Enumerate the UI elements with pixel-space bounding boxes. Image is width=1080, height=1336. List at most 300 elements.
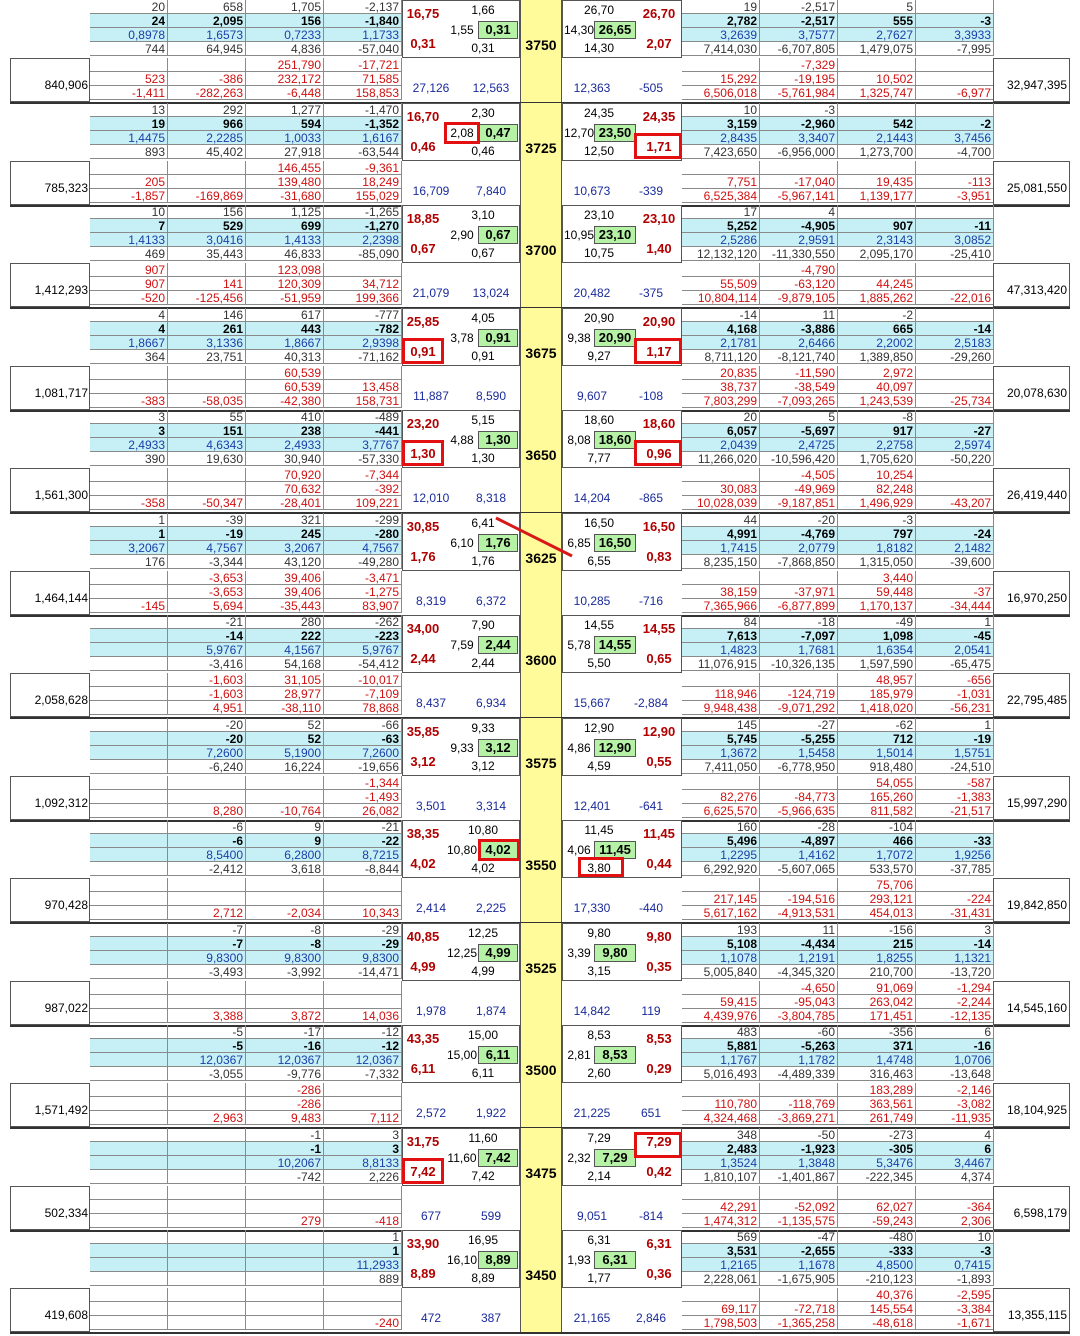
call-cell: -3,416 bbox=[168, 657, 246, 671]
call-cell: 3,2067 bbox=[90, 541, 168, 555]
call-cell: -21 bbox=[324, 820, 402, 834]
put-cell: -1,365,258 bbox=[760, 1316, 838, 1330]
open-interest: 472 bbox=[420, 1311, 442, 1325]
put-cell: 542 bbox=[838, 117, 916, 131]
side-volume-left: 502,334 bbox=[44, 1206, 88, 1220]
put-cell: -38,549 bbox=[760, 380, 838, 394]
call-cell: -280 bbox=[324, 527, 402, 541]
put-cell: 183,289 bbox=[838, 1083, 916, 1097]
put-cell: 371 bbox=[838, 1039, 916, 1053]
put-price: 9,80 bbox=[646, 929, 672, 944]
call-cell: 1 bbox=[324, 1230, 402, 1244]
open-interest: 7,840 bbox=[475, 184, 507, 198]
side-volume-right: 16,970,250 bbox=[1006, 591, 1067, 605]
put-cell: -7,093,265 bbox=[760, 394, 838, 408]
call-cell: 966 bbox=[168, 117, 246, 131]
put-cell: 82,248 bbox=[838, 482, 916, 496]
side-volume-left: 1,081,717 bbox=[34, 386, 88, 400]
call-cell: -66 bbox=[324, 718, 402, 732]
call-cell: -418 bbox=[324, 1214, 402, 1228]
call-cell: 146 bbox=[168, 308, 246, 322]
call-cell: -5 bbox=[168, 1039, 246, 1053]
call-cell: 10,343 bbox=[324, 906, 402, 920]
call-cell: 4,951 bbox=[168, 701, 246, 715]
call-cell: -223 bbox=[324, 629, 402, 643]
put-cell: -4,790 bbox=[760, 263, 838, 277]
put-cell: 1,2165 bbox=[682, 1258, 760, 1272]
call-change: 0,91 bbox=[410, 344, 436, 359]
call-cell: -50,347 bbox=[168, 496, 246, 510]
put-low: 6,85 bbox=[567, 536, 591, 550]
put-cell: 2,095,170 bbox=[838, 247, 916, 261]
open-interest: 12,401 bbox=[573, 799, 611, 813]
strike-price: 3625 bbox=[520, 513, 562, 616]
call-close: 0,31 bbox=[471, 41, 495, 55]
put-cell: 2,4725 bbox=[760, 438, 838, 452]
put-last: 12,90 bbox=[594, 739, 636, 757]
call-cell: 4,6343 bbox=[168, 438, 246, 452]
call-last: 1,76 bbox=[478, 534, 518, 552]
put-cell: 5,617,162 bbox=[682, 906, 760, 920]
put-cell: 193 bbox=[682, 923, 760, 937]
call-cell: 0,8978 bbox=[90, 28, 168, 42]
put-cell: 3,7456 bbox=[916, 131, 994, 145]
call-cell: -19,656 bbox=[324, 760, 402, 774]
put-cell: 1,098 bbox=[838, 629, 916, 643]
put-cell: 3,440 bbox=[838, 571, 916, 585]
put-high: 26,70 bbox=[583, 3, 615, 17]
put-cell: -27 bbox=[916, 424, 994, 438]
put-cell: 665 bbox=[838, 322, 916, 336]
put-cell: -60 bbox=[760, 1025, 838, 1039]
call-cell: 2,2285 bbox=[168, 131, 246, 145]
put-cell: -21,517 bbox=[916, 804, 994, 818]
put-cell: 40,097 bbox=[838, 380, 916, 394]
call-cell: -1 bbox=[246, 1142, 324, 1156]
call-cell: -7,109 bbox=[324, 687, 402, 701]
put-high: 12,90 bbox=[583, 721, 615, 735]
open-interest: 1,874 bbox=[475, 1004, 507, 1018]
call-high: 9,33 bbox=[471, 721, 495, 735]
open-interest: 677 bbox=[420, 1209, 442, 1223]
put-cell: -3,804,785 bbox=[760, 1009, 838, 1023]
put-price: 11,45 bbox=[643, 826, 675, 841]
put-price: 20,90 bbox=[642, 314, 676, 329]
put-cell: 2,2002 bbox=[838, 336, 916, 350]
call-price: 23,20 bbox=[406, 416, 440, 431]
call-price: 25,85 bbox=[406, 314, 440, 329]
put-last: 14,55 bbox=[594, 636, 636, 654]
call-cell: 23,751 bbox=[168, 350, 246, 364]
put-cell: -364 bbox=[916, 1200, 994, 1214]
put-cell: 1,8182 bbox=[838, 541, 916, 555]
put-cell: -2,517 bbox=[760, 14, 838, 28]
put-cell: 3,7577 bbox=[760, 28, 838, 42]
call-cell: -5 bbox=[168, 1025, 246, 1039]
call-cell: 699 bbox=[246, 219, 324, 233]
put-cell: 811,582 bbox=[838, 804, 916, 818]
put-price: 18,60 bbox=[642, 416, 676, 431]
open-interest: 3,314 bbox=[475, 799, 507, 813]
put-cell: 12,132,120 bbox=[682, 247, 760, 261]
call-high: 15,00 bbox=[467, 1028, 499, 1042]
put-cell: 48,957 bbox=[838, 673, 916, 687]
call-price: 30,85 bbox=[406, 519, 440, 534]
call-cell: 893 bbox=[90, 145, 168, 159]
put-cell: 59,448 bbox=[838, 585, 916, 599]
call-close: 4,99 bbox=[471, 964, 495, 978]
open-interest: 2,846 bbox=[635, 1311, 667, 1325]
call-cell: 45,402 bbox=[168, 145, 246, 159]
put-cell: -20 bbox=[760, 513, 838, 527]
side-volume-left: 419,608 bbox=[44, 1308, 88, 1322]
call-cell: -29 bbox=[324, 937, 402, 951]
put-cell: -13,648 bbox=[916, 1067, 994, 1081]
put-high: 18,60 bbox=[583, 413, 615, 427]
put-cell: 55,509 bbox=[682, 277, 760, 291]
put-cell: -4,489,339 bbox=[760, 1067, 838, 1081]
put-cell: 1,885,262 bbox=[838, 291, 916, 305]
put-price: 12,90 bbox=[642, 724, 676, 739]
put-cell: 5,745 bbox=[682, 732, 760, 746]
call-cell: -58,035 bbox=[168, 394, 246, 408]
call-cell: 11,2933 bbox=[324, 1258, 402, 1272]
call-cell: -1,603 bbox=[168, 687, 246, 701]
call-cell: -1,840 bbox=[324, 14, 402, 28]
put-cell: 1,243,539 bbox=[838, 394, 916, 408]
put-cell: 4,168 bbox=[682, 322, 760, 336]
call-cell: -7,332 bbox=[324, 1067, 402, 1081]
call-cell: 7,112 bbox=[324, 1111, 402, 1125]
side-volume-left: 1,092,312 bbox=[34, 796, 88, 810]
call-cell: -17,721 bbox=[324, 58, 402, 72]
put-cell: 1,2191 bbox=[760, 951, 838, 965]
call-cell: -489 bbox=[324, 410, 402, 424]
call-high: 16,95 bbox=[467, 1233, 499, 1247]
call-cell: 151 bbox=[168, 424, 246, 438]
put-cell: 6 bbox=[916, 1025, 994, 1039]
put-cell: -11,590 bbox=[760, 366, 838, 380]
put-cell: -17,040 bbox=[760, 175, 838, 189]
call-cell: -1,603 bbox=[168, 673, 246, 687]
put-last: 18,60 bbox=[594, 431, 636, 449]
put-price: 23,10 bbox=[642, 211, 676, 226]
open-interest: 13,024 bbox=[472, 286, 510, 300]
call-cell: 907 bbox=[90, 277, 168, 291]
call-cell: 14,036 bbox=[324, 1009, 402, 1023]
call-cell: 2,226 bbox=[324, 1170, 402, 1184]
put-cell: 1,5751 bbox=[916, 746, 994, 760]
call-cell: -63,544 bbox=[324, 145, 402, 159]
put-close: 6,55 bbox=[587, 554, 611, 568]
put-cell: 6,506,018 bbox=[682, 86, 760, 100]
put-cell: 1,496,929 bbox=[838, 496, 916, 510]
put-cell: -1,401,867 bbox=[760, 1170, 838, 1184]
open-interest: 11,887 bbox=[413, 389, 449, 403]
call-cell: 390 bbox=[90, 452, 168, 466]
put-cell: 3,3407 bbox=[760, 131, 838, 145]
side-volume-left: 1,561,300 bbox=[34, 488, 88, 502]
call-cell: 279 bbox=[246, 1214, 324, 1228]
put-cell: 165,260 bbox=[838, 790, 916, 804]
call-cell: -6 bbox=[168, 820, 246, 834]
put-cell: 1,3524 bbox=[682, 1156, 760, 1170]
open-interest: 10,285 bbox=[573, 594, 611, 608]
call-cell: 1,6167 bbox=[324, 131, 402, 145]
call-high: 7,90 bbox=[471, 618, 495, 632]
call-last: 0,31 bbox=[478, 21, 518, 39]
side-volume-left: 970,428 bbox=[44, 898, 88, 912]
call-cell: -9,361 bbox=[324, 161, 402, 175]
put-low: 1,93 bbox=[567, 1253, 591, 1267]
side-volume-right: 19,842,850 bbox=[1006, 898, 1067, 912]
open-interest: -375 bbox=[638, 286, 664, 300]
put-high: 9,80 bbox=[587, 926, 611, 940]
side-volume-right: 20,078,630 bbox=[1006, 386, 1067, 400]
put-cell: -19,195 bbox=[760, 72, 838, 86]
call-cell: 9,8300 bbox=[246, 951, 324, 965]
put-cell: 2,972 bbox=[838, 366, 916, 380]
call-cell: -35,443 bbox=[246, 599, 324, 613]
call-close: 2,44 bbox=[471, 656, 495, 670]
strike-price: 3675 bbox=[520, 308, 562, 411]
call-cell: 4 bbox=[90, 322, 168, 336]
call-cell: 5,694 bbox=[168, 599, 246, 613]
open-interest: 8,319 bbox=[415, 594, 447, 608]
put-last: 8,53 bbox=[594, 1046, 636, 1064]
put-cell: -4,700 bbox=[916, 145, 994, 159]
put-cell: -2,146 bbox=[916, 1083, 994, 1097]
put-cell: -14 bbox=[916, 937, 994, 951]
call-cell: 4,7567 bbox=[324, 541, 402, 555]
put-cell: -5,697 bbox=[760, 424, 838, 438]
call-change: 7,42 bbox=[410, 1164, 436, 1179]
call-cell: 1 bbox=[90, 527, 168, 541]
put-cell: -29,260 bbox=[916, 350, 994, 364]
put-cell: 4,439,976 bbox=[682, 1009, 760, 1023]
put-cell: 1,9256 bbox=[916, 848, 994, 862]
call-close: 7,42 bbox=[471, 1169, 495, 1183]
call-cell: 7,2600 bbox=[324, 746, 402, 760]
put-cell: 1,7681 bbox=[760, 643, 838, 657]
put-change: 0,42 bbox=[646, 1164, 672, 1179]
put-cell: 82,276 bbox=[682, 790, 760, 804]
put-cell: 1,418,020 bbox=[838, 701, 916, 715]
put-cell: 1,1678 bbox=[760, 1258, 838, 1272]
put-cell: -4,650 bbox=[760, 981, 838, 995]
put-cell: -65,475 bbox=[916, 657, 994, 671]
put-cell: 30,083 bbox=[682, 482, 760, 496]
call-cell: 1,8667 bbox=[246, 336, 324, 350]
put-cell: 210,700 bbox=[838, 965, 916, 979]
put-cell: -27 bbox=[760, 718, 838, 732]
put-cell: 38,737 bbox=[682, 380, 760, 394]
put-cell: 1,3848 bbox=[760, 1156, 838, 1170]
side-volume-right: 15,997,290 bbox=[1006, 796, 1067, 810]
put-cell: 5,108 bbox=[682, 937, 760, 951]
call-cell: -520 bbox=[90, 291, 168, 305]
open-interest: -440 bbox=[638, 901, 664, 915]
put-cell: 11 bbox=[760, 923, 838, 937]
put-cell: 40,376 bbox=[838, 1288, 916, 1302]
put-cell: -4,905 bbox=[760, 219, 838, 233]
put-cell: 1,3672 bbox=[682, 746, 760, 760]
call-cell: -31,680 bbox=[246, 189, 324, 203]
put-cell: 4 bbox=[760, 205, 838, 219]
call-cell: 109,221 bbox=[324, 496, 402, 510]
strike-price: 3525 bbox=[520, 923, 562, 1026]
put-cell: -1,135,575 bbox=[760, 1214, 838, 1228]
put-cell: 1,705,620 bbox=[838, 452, 916, 466]
side-volume-left: 1,412,293 bbox=[34, 283, 88, 297]
call-cell: -42,380 bbox=[246, 394, 324, 408]
call-last: 3,12 bbox=[478, 739, 518, 757]
call-cell: 9,8300 bbox=[168, 951, 246, 965]
put-cell: 42,291 bbox=[682, 1200, 760, 1214]
call-last: 0,47 bbox=[478, 124, 518, 142]
call-last: 0,91 bbox=[478, 329, 518, 347]
put-cell: -4,505 bbox=[760, 468, 838, 482]
put-cell: -3,886 bbox=[760, 322, 838, 336]
call-cell: -57,040 bbox=[324, 42, 402, 56]
put-cell: 20 bbox=[682, 410, 760, 424]
put-cell: -25,734 bbox=[916, 394, 994, 408]
call-high: 3,10 bbox=[471, 208, 495, 222]
open-interest: -2,884 bbox=[633, 696, 669, 710]
put-cell: -1,923 bbox=[760, 1142, 838, 1156]
call-price: 33,90 bbox=[406, 1236, 440, 1251]
call-cell: 3 bbox=[324, 1128, 402, 1142]
call-change: 2,44 bbox=[410, 651, 436, 666]
put-cell: -4,769 bbox=[760, 527, 838, 541]
open-interest: 10,673 bbox=[573, 184, 611, 198]
put-cell: 293,121 bbox=[838, 892, 916, 906]
open-interest: 17,330 bbox=[573, 901, 611, 915]
put-cell: -5,761,984 bbox=[760, 86, 838, 100]
put-cell: 145,554 bbox=[838, 1302, 916, 1316]
put-cell: 2,3143 bbox=[838, 233, 916, 247]
call-low: 3,78 bbox=[450, 331, 474, 345]
call-cell: -383 bbox=[90, 394, 168, 408]
put-cell: -1,671 bbox=[916, 1316, 994, 1330]
put-cell: -1,294 bbox=[916, 981, 994, 995]
put-cell: 10 bbox=[682, 103, 760, 117]
call-cell: 5,9767 bbox=[324, 643, 402, 657]
call-cell: 10 bbox=[90, 205, 168, 219]
call-cell: -7 bbox=[168, 937, 246, 951]
call-cell: 70,632 bbox=[246, 482, 324, 496]
put-last: 9,80 bbox=[594, 944, 636, 962]
put-cell: -5,263 bbox=[760, 1039, 838, 1053]
call-low: 6,10 bbox=[450, 536, 474, 550]
call-cell: -262 bbox=[324, 615, 402, 629]
put-high: 11,45 bbox=[584, 823, 614, 837]
put-cell: 110,780 bbox=[682, 1097, 760, 1111]
put-cell: 10 bbox=[916, 1230, 994, 1244]
call-cell: 443 bbox=[246, 322, 324, 336]
call-cell: -14 bbox=[168, 629, 246, 643]
put-cell: -84,773 bbox=[760, 790, 838, 804]
put-price: 14,55 bbox=[642, 621, 676, 636]
put-cell: -7,995 bbox=[916, 42, 994, 56]
put-cell: -273 bbox=[838, 1128, 916, 1142]
put-close: 3,80 bbox=[587, 861, 611, 875]
put-cell: 1,325,747 bbox=[838, 86, 916, 100]
put-low: 8,08 bbox=[567, 433, 591, 447]
call-cell: 5,1900 bbox=[246, 746, 324, 760]
strike-price: 3650 bbox=[520, 410, 562, 513]
call-cell: -1,275 bbox=[324, 585, 402, 599]
put-cell: 160 bbox=[682, 820, 760, 834]
call-cell: -386 bbox=[168, 72, 246, 86]
put-cell: 1,1078 bbox=[682, 951, 760, 965]
call-cell: -1,470 bbox=[324, 103, 402, 117]
call-cell: -9,776 bbox=[246, 1067, 324, 1081]
put-high: 20,90 bbox=[583, 311, 615, 325]
put-cell: 261,749 bbox=[838, 1111, 916, 1125]
put-cell: 1,798,503 bbox=[682, 1316, 760, 1330]
put-cell: -2 bbox=[838, 308, 916, 322]
call-cell: 1,4475 bbox=[90, 131, 168, 145]
call-cell: 3,388 bbox=[168, 1009, 246, 1023]
put-cell: -12,135 bbox=[916, 1009, 994, 1023]
put-cell: 7,365,966 bbox=[682, 599, 760, 613]
put-cell: 6,057 bbox=[682, 424, 760, 438]
call-cell: -286 bbox=[246, 1097, 324, 1111]
call-low: 16,10 bbox=[446, 1253, 478, 1267]
call-cell: 744 bbox=[90, 42, 168, 56]
call-cell: 1,8667 bbox=[90, 336, 168, 350]
call-cell: 70,920 bbox=[246, 468, 324, 482]
put-cell: 15,292 bbox=[682, 72, 760, 86]
call-change: 0,67 bbox=[410, 241, 436, 256]
call-low: 11,60 bbox=[447, 1151, 477, 1165]
open-interest: 12,363 bbox=[573, 81, 611, 95]
put-cell: 1,810,107 bbox=[682, 1170, 760, 1184]
open-interest: -716 bbox=[638, 594, 664, 608]
call-cell: -22 bbox=[324, 834, 402, 848]
put-low: 9,38 bbox=[567, 331, 591, 345]
call-cell: -286 bbox=[246, 1083, 324, 1097]
put-cell: -47 bbox=[760, 1230, 838, 1244]
put-cell: 363,561 bbox=[838, 1097, 916, 1111]
call-cell: 146,455 bbox=[246, 161, 324, 175]
put-cell: 348 bbox=[682, 1128, 760, 1142]
call-cell: -3,493 bbox=[168, 965, 246, 979]
call-close: 0,46 bbox=[471, 144, 495, 158]
call-cell: -12 bbox=[324, 1039, 402, 1053]
call-cell: -63 bbox=[324, 732, 402, 746]
side-volume-left: 785,323 bbox=[44, 181, 88, 195]
put-close: 4,59 bbox=[587, 759, 611, 773]
call-change: 4,99 bbox=[410, 959, 436, 974]
put-cell: 5 bbox=[838, 0, 916, 14]
call-high: 5,15 bbox=[471, 413, 495, 427]
call-cell: 35,443 bbox=[168, 247, 246, 261]
put-cell: -37 bbox=[916, 585, 994, 599]
strike-price: 3575 bbox=[520, 718, 562, 821]
put-last: 23,10 bbox=[594, 226, 636, 244]
put-cell: 2,306 bbox=[916, 1214, 994, 1228]
put-cell: 44,245 bbox=[838, 277, 916, 291]
call-cell: -392 bbox=[324, 482, 402, 496]
call-price: 31,75 bbox=[406, 1134, 440, 1149]
put-cell: -24,510 bbox=[916, 760, 994, 774]
call-cell: 3,2067 bbox=[246, 541, 324, 555]
call-cell: 19,630 bbox=[168, 452, 246, 466]
call-cell: 4,7567 bbox=[168, 541, 246, 555]
put-cell: -6,956,000 bbox=[760, 145, 838, 159]
